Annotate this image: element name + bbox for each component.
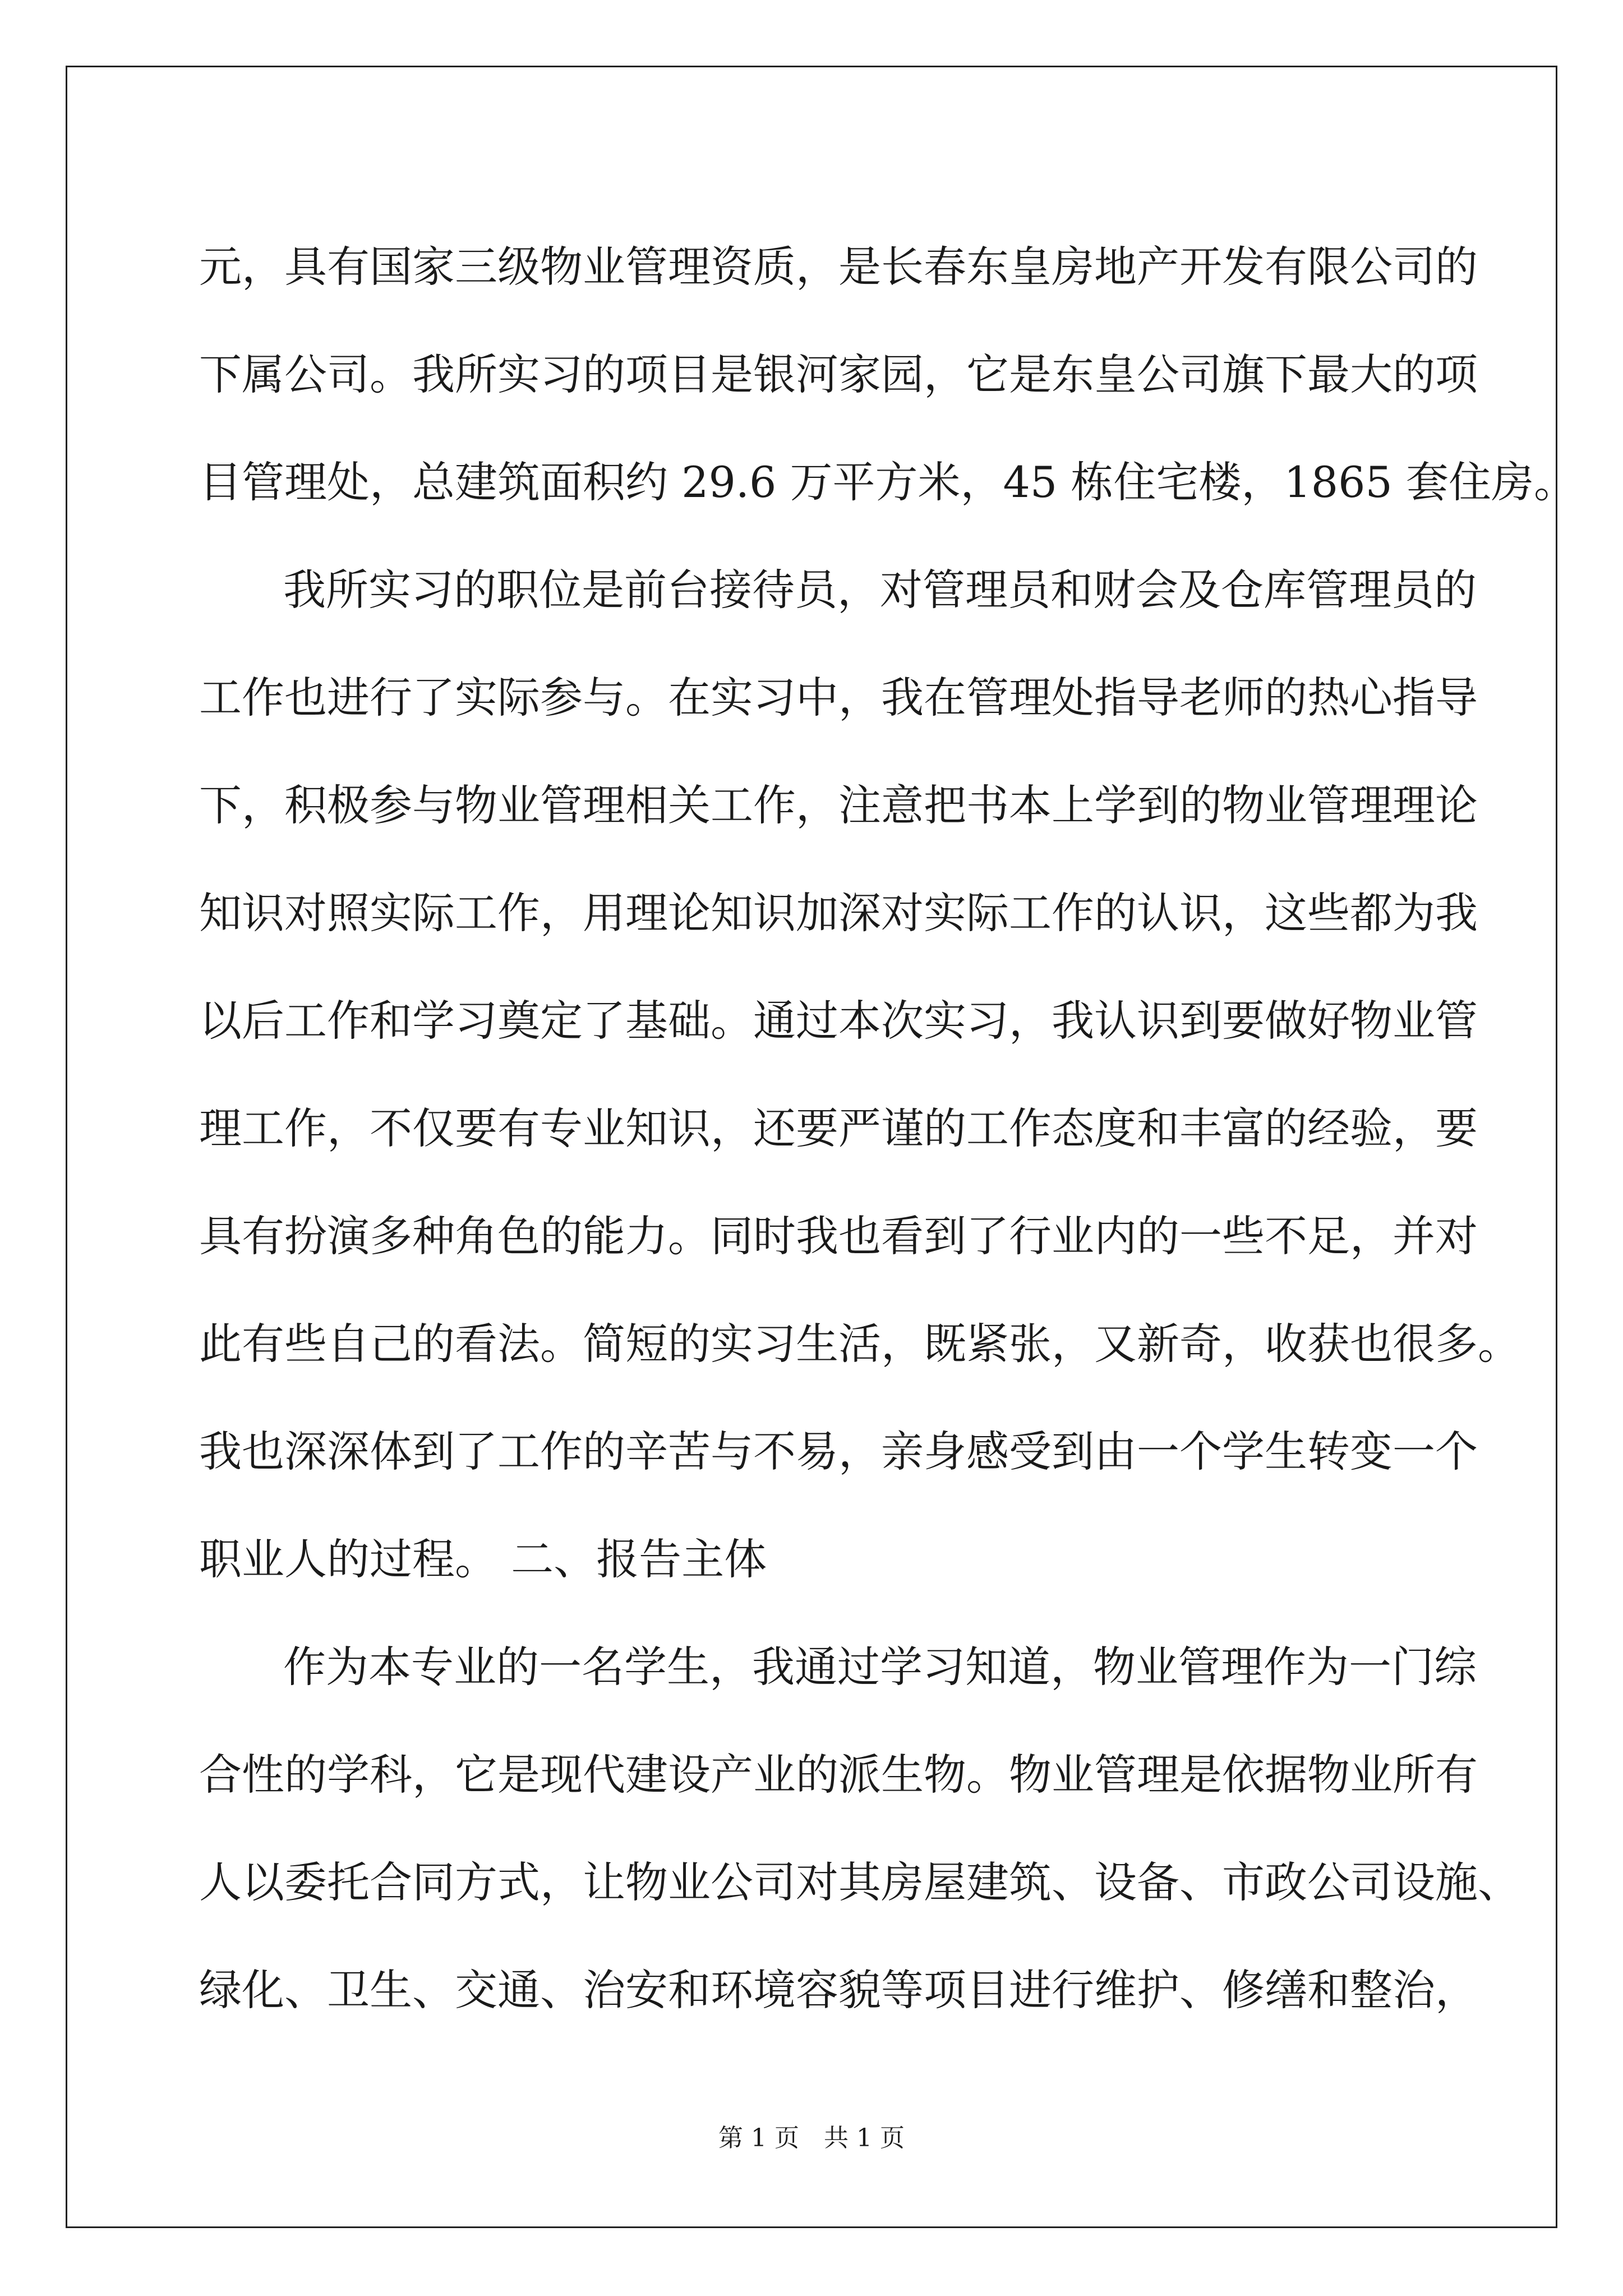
text-line: 具有扮演多种角色的能力。同时我也看到了行业内的一些不足，并对 (199, 1211, 1478, 1261)
text-line: 以后工作和学习奠定了基础。通过本次实习，我认识到要做好物业管 (199, 996, 1478, 1046)
text-line: 作为本专业的一名学生，我通过学习知道，物业管理作为一门综 (283, 1642, 1477, 1692)
page-footer: 第 1 页 共 1 页 (718, 2124, 905, 2152)
text-line: 元，具有国家三级物业管理资质，是长春东皇房地产开发有限公司的 (199, 242, 1478, 292)
text-line: 下属公司。我所实习的项目是银河家园，它是东皇公司旗下最大的项 (199, 349, 1478, 399)
text-line: 下，积极参与物业管理相关工作，注意把书本上学到的物业管理理论 (199, 780, 1478, 830)
document-body (199, 213, 1576, 2044)
text-line: 理工作，不仅要有专业知识，还要严谨的工作态度和丰富的经验，要 (199, 1103, 1478, 1153)
text-line: 目管理处，总建筑面积约 29.6 万平方米，45 栋住宅楼，1865 套住房。 (199, 457, 1576, 507)
text-line: 合性的学科，它是现代建设产业的派生物。物业管理是依据物业所有 (199, 1750, 1478, 1800)
text-line: 职业人的过程。 二、报告主体 (199, 1534, 767, 1584)
text-line: 我也深深体到了工作的辛苦与不易，亲身感受到由一个学生转变一个 (199, 1427, 1478, 1476)
text-line: 我所实习的职位是前台接待员，对管理员和财会及仓库管理员的 (283, 565, 1477, 615)
text-line: 知识对照实际工作，用理论知识加深对实际工作的认识，这些都为我 (199, 888, 1478, 938)
text-line: 人以委托合同方式，让物业公司对其房屋建筑、设备、市政公司设施、 (199, 1857, 1520, 1907)
text-line: 绿化、卫生、交通、治安和环境容貌等项目进行维护、修缮和整治， (199, 1965, 1478, 2015)
text-line: 此有些自己的看法。简短的实习生活，既紧张，又新奇，收获也很多。 (199, 1319, 1520, 1369)
text-line: 工作也进行了实际参与。在实习中，我在管理处指导老师的热心指导 (199, 673, 1478, 723)
